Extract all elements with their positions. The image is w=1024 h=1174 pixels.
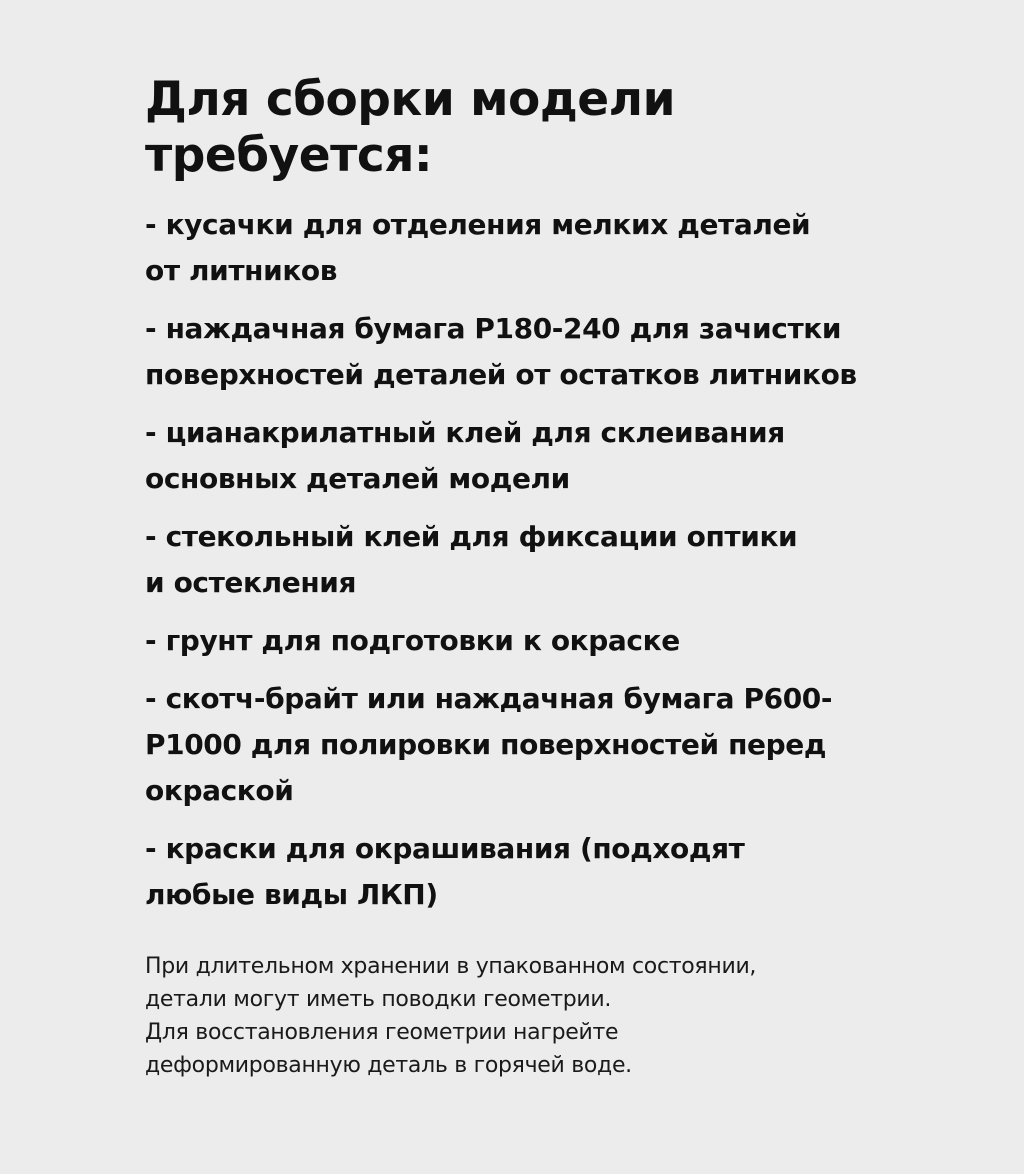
requirement-item-scotch-brite: - скотч-брайт или наждачная бумага Р600- Р1000 для полировки поверхностей перед окраской [145,682,833,807]
requirement-item-paints: - краски для окрашивания (подходят любые виды ЛКП) [145,832,745,911]
note-line-2: детали могут иметь поводки геометрии. [145,987,612,1012]
note-line-1: При длительном хранении в упакованном состоянии, [145,954,757,979]
requirement-item-glass-glue: - стекольный клей для фиксации оптики и остекления [145,520,798,599]
note-line-3: Для восстановления геометрии нагрейте [145,1020,619,1045]
requirement-item-primer: - грунт для подготовки к окраске [145,624,680,657]
note-line-4: деформированную деталь в горячей воде. [145,1053,632,1078]
requirements-list [145,202,995,918]
title-line-2: требуется: [145,128,433,183]
requirement-item-sandpaper: - наждачная бумага Р180-240 для зачистки поверхностей деталей от остатков литников [145,312,857,391]
instructions-block [145,72,995,1082]
storage-note [145,950,905,1082]
requirement-item-cyanoacrylate-glue: - цианакрилатный клей для склеивания основных деталей модели [145,416,785,495]
requirement-item-cutters: - кусачки для отделения мелких деталей от литников [145,208,811,287]
title-line-1: Для сборки модели [145,72,676,127]
page-title [145,72,705,184]
